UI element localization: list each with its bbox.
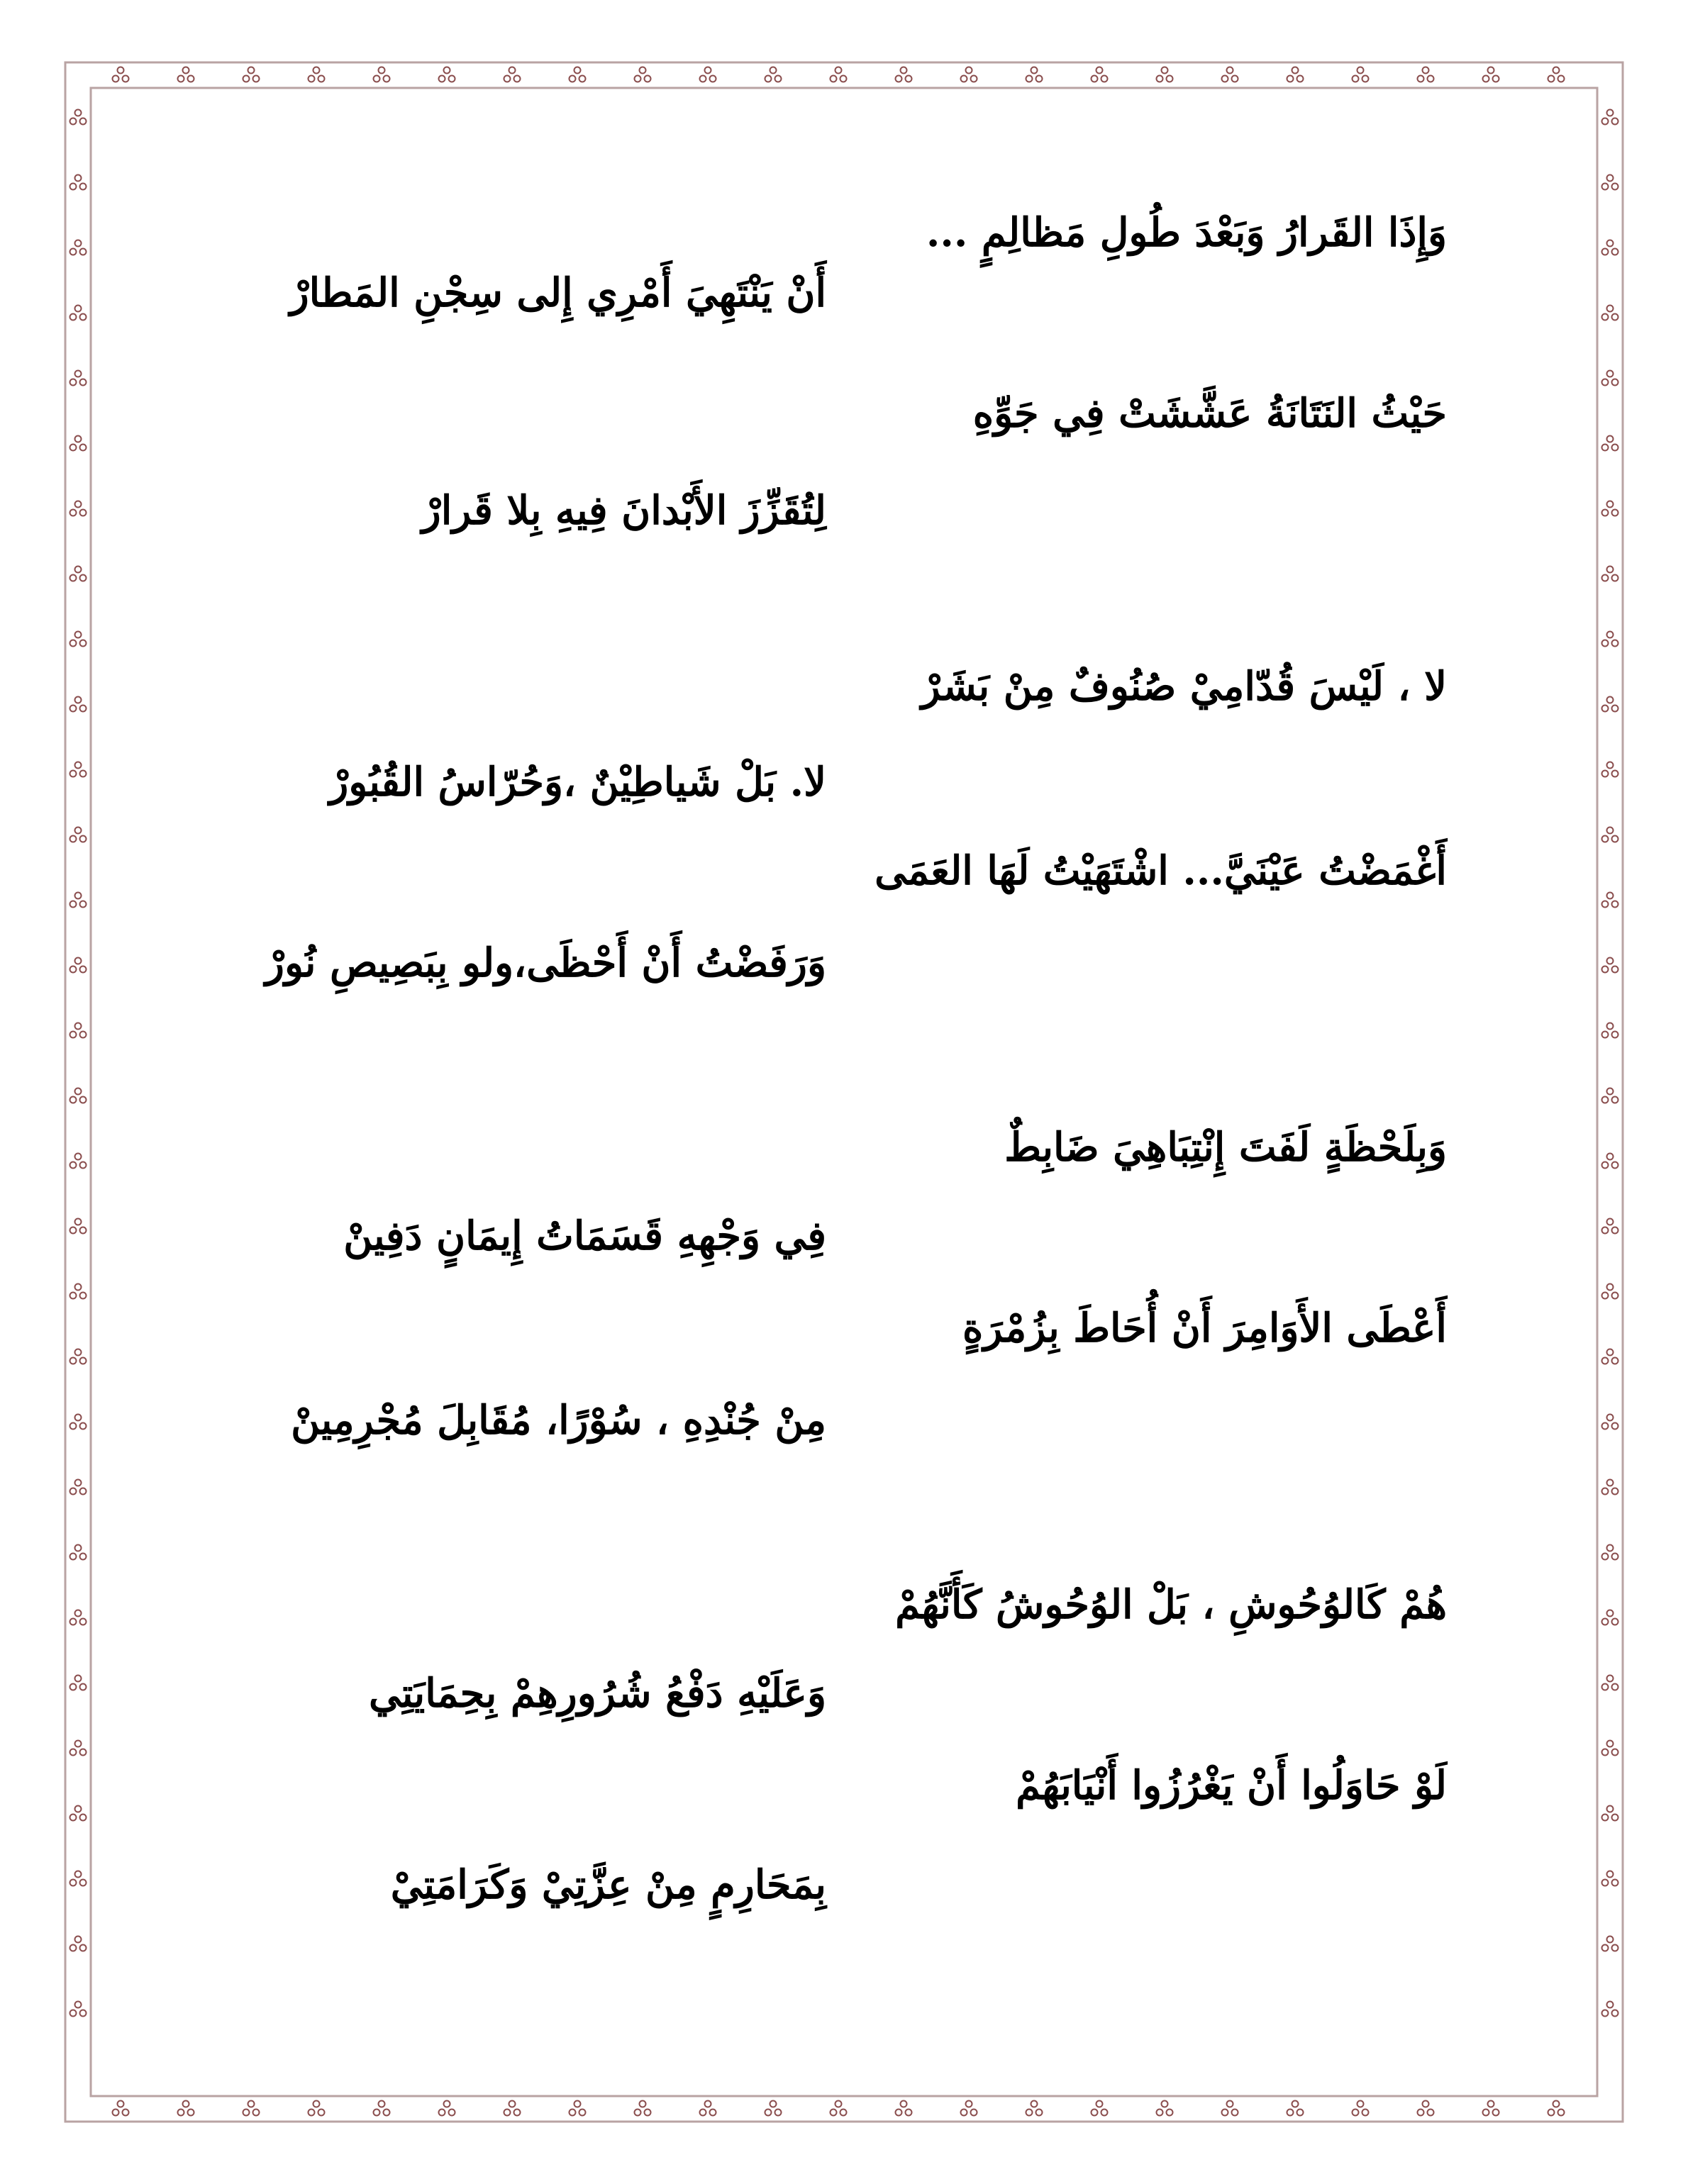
stanza-4-line-3: لَوْ حَاوَلُوا أَنْ يَغْرُزُوا أَنْيَابَهُمْ xyxy=(1016,1762,1447,1809)
stanza-1-line-2: أَنْ يَنْتَهِيَ أَمْرِي إِلى سِجْنِ المَطارْ xyxy=(289,269,826,316)
stanza-4-line-1: هُمْ كَالوُحُوشِ ، بَلْ الوُحُوشُ كَأَنَّهُمْ xyxy=(895,1581,1447,1628)
stanza-3-line-4: مِنْ جُنْدِهِ ، سُوْرًا، مُقَابِلَ مُجْرِمِينْ xyxy=(291,1397,826,1444)
stanza-2-line-3: أَغْمَضْتُ عَيْنَيَّ... اشْتَهَيْتُ لَهَا العَمَى xyxy=(874,847,1447,894)
stanza-1-line-3: حَيْثُ النَتَانَةُ عَشَّشَتْ فِي جَوِّهِ xyxy=(972,390,1447,437)
stanza-4-line-2: وَعَلَيْهِ دَفْعُ شُرُورِهِمْ بِحِمَايَتِي xyxy=(369,1670,826,1717)
stanza-4-line-4: بِمَحَارِمٍ مِنْ عِزَّتِيْ وَكَرَامَتِيْ xyxy=(390,1861,826,1908)
stanza-3-line-1: وَبِلَحْظَةٍ لَفَتَ إِنْتِبَاهِيَ ضَابِطٌ xyxy=(1004,1124,1447,1171)
stanza-1-line-4: لِتُقَزِّزَ الأَبْدانَ فِيهِ بِلا قَرارْ xyxy=(421,487,826,534)
stanza-2-line-1: لا ، لَيْسَ قُدّامِيْ صُنُوفٌ مِنْ بَشَرْ xyxy=(921,663,1447,710)
stanza-2-line-4: وَرَفَضْتُ أَنْ أَحْظَى،ولو بِبَصِيصِ نُورْ xyxy=(265,940,826,986)
stanza-1-line-1: وَإِذَا القَرارُ وَبَعْدَ طُولِ مَظالِمٍ ... xyxy=(926,209,1447,256)
stanza-3-line-2: فِي وَجْهِهِ قَسَمَاتُ إِيمَانٍ دَفِينْ xyxy=(343,1213,826,1259)
stanza-2-line-2: لا. بَلْ شَياطِيْنٌ ،وَحُرّاسُ القُبُورْ xyxy=(329,759,826,806)
stanza-3-line-3: أَعْطَى الأَوَامِرَ أَنْ أُحَاطَ بِزُمْرَةٍ xyxy=(962,1305,1447,1352)
